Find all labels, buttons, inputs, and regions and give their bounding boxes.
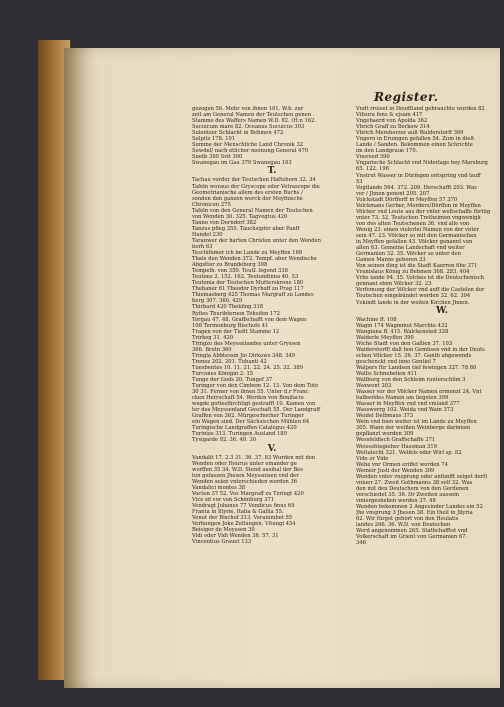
index-entry: Sulentzer Schlacht in Behmen 472 <box>192 130 284 137</box>
index-entry: Lande / Sanden. Bekommen einen Schrichte <box>356 142 473 149</box>
index-entry: 108 Termonburg Bischofe 41 <box>192 322 269 329</box>
index-entry: Vandalit 17. 2.3 31. 36. 37. 83 Wurden mit den <box>192 454 316 461</box>
index-entry: Wessfeldisch Graffschaffe 371 <box>356 437 436 444</box>
index-entry: vmiergesheben werden 37. 48 <box>356 497 436 504</box>
index-entry: 366. Brotn 360 <box>192 346 232 353</box>
index-entry: Volckmans Gerber, Morders/Dörffen in Meyffen <box>356 202 481 209</box>
index-entry: Sulpitz 178. 191 <box>192 136 236 143</box>
index-entry: Vskindt lande in der weiten Kirchen Jhnen. <box>356 299 470 306</box>
index-entry: Vendragt Johanes 77 Vendicus finus 69 <box>192 502 295 509</box>
index-entry: Tanzus pfleg 355. Tauchsipfer aber Panff <box>192 225 300 232</box>
index-entry: Vincentius Grauet 133 <box>192 539 252 546</box>
index-entry: Tringla Abbtessin Jio Dirkows 348. 349 <box>192 352 296 359</box>
index-entry: Walderle Meyffen 390 <box>356 334 414 341</box>
running-head: Register. <box>374 90 439 104</box>
index-entry: Turinger von den Cimbem 12. 13. Von dem Tote <box>192 383 319 390</box>
index-entry: gepflanzt worden 309 <box>356 431 414 438</box>
index-entry: Weidel Delbmaus 373 <box>356 413 414 420</box>
index-entry: Wenden vnter vnsprung oder anfunfft zeiget derf) <box>356 473 488 480</box>
index-entry: ein Wagen sind. Der Sächsischen Mühlen 64 <box>192 419 310 426</box>
index-entry: Thale den Wenden 372. Tempf. aber Wendische <box>192 256 317 263</box>
index-entry: Weltalecht 321. Welfels oder Wirl sp. 82 <box>356 449 462 456</box>
index-entry: Wenden bekommen 2 Angesinder Landes ein 52 <box>356 504 483 510</box>
index-entry: von Wenden 30. 325. Tagvogtus 420 <box>192 213 288 220</box>
index-entry: Jhe vnsprung 3 Jhesen 38. Ein theil in Jllyria <box>356 510 473 517</box>
index-entry: Vrbe lande 94. 35. Volckes ist die Deutschenisch <box>356 275 484 282</box>
index-entry: in Meyffen gefallen 43. Völcker genannt von <box>356 239 473 246</box>
section-letter: W. <box>436 305 448 316</box>
index-entry: Beisiger de Meyssen 30 <box>192 527 255 534</box>
index-entry: Vide or Vide <box>356 455 389 462</box>
index-entry: Taranwer der harten Christen unter den Wenden <box>192 237 321 244</box>
index-entry: gennant eben Völcker 32. 23 <box>356 281 432 288</box>
index-entry: Verfemung der Völcker vnd auff die Castelen der <box>356 287 485 294</box>
section-letter: T. <box>267 166 277 177</box>
index-entry: Weissehtegieher Hassman 319 <box>356 443 437 450</box>
index-entry: Vnereed 390 <box>356 154 390 161</box>
index-entry: Suetb 390 Svit 390 <box>192 154 243 161</box>
index-entry: Von seinen ding ist die Stadt Kaerren fibe 371 <box>356 263 478 270</box>
index-column-left <box>192 106 352 545</box>
index-entry: Werd angenommen 265. Stathchafftet vnd <box>356 528 468 535</box>
index-entry: Germanien 32. 35. Völcker so unter den <box>356 251 461 258</box>
index-entry: Vbrich Mereberzer auß Walderstorff 369 <box>356 130 464 137</box>
index-entry: Teschifemer ich im Lande zu Meyffen 168 <box>192 250 303 257</box>
index-entry: Suwdel/ nach etlicher meinung General 470 <box>192 148 309 155</box>
index-entry: ten gefaszen Jhesen Meyssnisen vnd der <box>192 472 299 479</box>
index-entry: verschiedet 35. 36. Dr Zweiten aussem <box>356 491 459 498</box>
index-entry: Abgstter zu Brandeburg 398 <box>192 262 268 269</box>
index-entry: Wagin 174 Wagmmut Marchte 432 <box>356 322 448 329</box>
index-entry: Vngern in Eruingen gefallen 54. Zum in dieß <box>356 136 474 143</box>
index-entry: 53 <box>356 178 363 185</box>
index-entry: vor / Jhnen genent 205. 207 <box>356 190 430 197</box>
index-entry: zeit am General Namen der Teutschen genen <box>192 112 312 119</box>
index-entry: Vndt rreiset in Deudtland gebrauchte worden 82 <box>356 106 485 112</box>
index-entry: Wenden oder Heurus unter einander ge <box>192 460 297 467</box>
index-entry: Teutschen eingebündet worden 32. 62. 394 <box>356 293 471 300</box>
index-entry: Venut der Bischof 313. Veranimbet 55 <box>192 515 293 521</box>
index-entry: Vifsura fons & ejsam 417 <box>356 112 423 119</box>
index-entry: Sucuicum mare 82. Oceanus Sucuicus 303 <box>192 124 305 131</box>
index-entry: Turcones Königin 2. 15 <box>192 370 254 377</box>
index-entry: Summe der Menschliche Land Chronik 32 <box>192 142 304 149</box>
index-entry: Thirbard 420 Thekfing 318 <box>192 304 264 311</box>
index-entry: alten 63. Gemeine Landschaft vnd weiter <box>356 245 465 252</box>
index-entry: Wenig 23. einen vielerlei Namen von der vnter <box>356 226 479 233</box>
index-entry: Trirkeg 31. 420 <box>192 334 234 341</box>
index-entry: 305. Wann der weißen Weinberge darinnen <box>356 425 471 432</box>
section-letter: V. <box>267 443 277 454</box>
index-entry: gezogen 56. Mehr von ihnen 161. W.b. zur <box>192 106 304 112</box>
index-entry: Vbrich Graff zu Berkow 314 <box>356 124 430 131</box>
index-entry: landes 266. 36. W.D. von Deutschen <box>356 522 451 529</box>
index-entry: Wangiana ff. 415. Walckensted 328 <box>356 328 449 335</box>
index-entry: Tafeln von den General Namen der Teutschen <box>192 207 313 214</box>
index-entry: schen Völcker 15. 36. 37. Ganth abgewends <box>356 352 472 359</box>
index-entry: berh 63 <box>192 243 213 250</box>
index-entry: Verhungen Joke Zellungen. Vitungi 454 <box>192 521 296 528</box>
index-entry: 30 31. Ferner von ihnen 55. Unter d.r Franc <box>192 389 309 396</box>
index-entry: Wasser in Meyffen vnd vnd vmland 377 <box>356 401 460 408</box>
index-entry: Volkerschaft im Grient von Germanien 67. <box>356 534 468 541</box>
index-entry: Vngarische Schlacht vnd Niderlage bey Marsburg <box>356 160 488 167</box>
index-entry: im den Landgraue 170. <box>356 148 418 155</box>
index-entry: Stamme des Waffers Namen W.D. 82. (H.n 162. <box>192 118 317 125</box>
index-entry: Vice zd vor von Schönburg 371 <box>192 496 275 503</box>
index-entry: Swanegau im Gau 370 Swanegau 103 <box>192 160 292 167</box>
index-entry: Vidi oder Vidi Wenden 36. 57. 31 <box>192 533 279 540</box>
index-entry: Tysigarde 92. 36. 40. 30 <box>192 437 256 444</box>
index-entry: Trenez 202. 201. Tubanti 42 <box>192 358 267 365</box>
index-entry: Turingische Landgraffen Catalogus 420 <box>192 425 297 432</box>
index-entry: Volckstadt Dörfferff in Meyffen 57 370 <box>356 196 458 203</box>
index-entry: ter des Meyssenland Geschaft 55. Der Landgraff <box>192 407 320 414</box>
index-entry: Vnstrut Wasser in Düringen entspring vnd lauff <box>356 172 481 179</box>
index-entry: Waxwent 203 <box>356 383 392 390</box>
index-entry: Tempelh. von 350. Teutf. legend 338 <box>192 268 288 275</box>
index-entry: den mit den Deutschem von den Gerdenen <box>356 485 469 492</box>
index-entry: Thebaner 61 Theodor Dyrhoff zu Prag 117 <box>192 286 304 293</box>
index-column-right <box>356 106 504 546</box>
index-entry: Völcker vnd Leute aus der vnter weltschaffe fürtüg <box>356 208 491 215</box>
index-entry: vniuer 27. Zweit Gothmanns 38 self 32. Was <box>356 479 473 486</box>
index-entry: Tragen von der Tieflt Stamme 12 <box>192 328 280 335</box>
index-entry: Wein vnd bien weiter ist im Lande zu Meyffen <box>356 419 477 426</box>
index-entry: 65. 122. 196 <box>356 166 389 173</box>
index-entry: halbsoldes Namen am liegsten 399 <box>356 395 449 402</box>
index-entry: worffen 35 34. W.D. Stend ausihal der Bes <box>192 466 303 473</box>
index-entry: Vngebaerd von Apolda 362 <box>356 118 428 125</box>
index-entry: Walpers für Landsen tief fewingen 327. 78 80 <box>356 364 477 371</box>
index-entry: Wemeir Justi der Wenden 309 <box>356 467 435 474</box>
index-entry: Thiemasberg 425 Thomas Margraff zu Landes <box>192 292 314 299</box>
page <box>64 48 500 688</box>
index-entry: Wenden seien vnterschieden worden 36 <box>192 478 298 485</box>
index-entry: Tringzo des Meyssnlandes unter Gryssen <box>192 340 301 347</box>
index-entry: Teutonia der Teutschen Mutterskrone 180 <box>192 280 304 287</box>
index-entry: Torgau 47. 48. Graffschafft von dem Wagen <box>192 316 307 323</box>
index-entry: cken Herrschaft 54. Werden von Bonifacio <box>192 395 304 402</box>
index-entry: Chronicen 275 <box>192 201 231 208</box>
gutter-shadow <box>64 48 90 688</box>
index-entry: von des alten Teutschenen 36. vnd alle von <box>356 220 470 227</box>
index-entry: Wiche Stadt von den Gallien 37. 103 <box>356 340 453 347</box>
index-entry: 62. Wir fürget gehört von den Heulatis <box>356 516 459 523</box>
index-entry: Walderstorff/ daß bon Gemüsen vnd in der Deuts <box>356 346 485 353</box>
index-entry: Vranislaus König zu Behmen 368. 283. 404 <box>356 269 470 276</box>
index-entry: Wasswerrg 102. Weida vnd Wain 373 <box>356 407 454 414</box>
index-entry: Wasser vor der Völcker Namen ermenzt 24. Vnt <box>356 389 482 396</box>
index-entry: sein 47. 23. Völcker so mit den Germanischen <box>356 232 477 239</box>
index-entry: Gamen Manns geboren 33 <box>356 257 426 264</box>
index-entry: Wehe vnr Ormen eriffet worden 74 <box>356 461 448 468</box>
index-entry: Tafeln woraus der Gryscope oder Vetrascope die <box>192 183 320 190</box>
index-entry: 346 <box>356 540 366 547</box>
index-entry: Tunge der Gods 20. Tungef 37 <box>192 377 273 384</box>
index-entry: geschenckt vnd inno Gentiel 7 <box>356 358 436 365</box>
index-entry: Tanno von Dorndorf 382 <box>192 219 257 226</box>
index-entry: Teutons 2. 152. 162. Teutondinna 40. 53 <box>192 274 299 281</box>
index-entry: Turinies 313. Turingen Ausland 180 <box>192 431 287 438</box>
index-entry: Tachau vorder der Teutschen Hafteborn 32. 34 <box>192 177 316 184</box>
index-entry: Vocten 37 52. Vos Margraff zu Tzringt 420 <box>192 490 304 497</box>
index-entry: Tuesbentes 10. 11. 21. 22. 24. 25. 32. 389 <box>192 364 303 371</box>
index-entry: sonden den ganzen werck der Meyfnische <box>192 195 303 202</box>
index-entry: Wallis Schnebelien 411 <box>356 370 418 377</box>
index-entry: Wallburg von den Schleim runterschlim 3 <box>356 377 466 384</box>
index-entry: Ryfies Thuribteruon Tehsifen 172 <box>192 310 280 317</box>
index-entry: Vogtlande 564. 372. 209. Herschafft 203. Was <box>356 184 477 191</box>
index-entry: Wachine ff. 108 <box>356 316 397 323</box>
index-entry: Graffen von 362. Mürgeschocher Turinger <box>192 413 304 420</box>
index-entry: berg 307. 360. 429 <box>192 298 243 305</box>
index-entry: Handel 230 <box>192 231 223 238</box>
index-entry: vnter 73. 32. Teutschen Tretheimen vngwenigk <box>356 214 481 221</box>
index-entry: Franta in Illyrie, Italia & Gallia 55. <box>192 508 284 515</box>
index-entry: Vandalici montes 38 <box>192 484 246 491</box>
index-entry: Geometrianische allem des ersten Buchs / <box>192 189 303 196</box>
index-entry: wegde gottesfürchtigt gestrafft 10. Kamen von <box>192 401 316 408</box>
